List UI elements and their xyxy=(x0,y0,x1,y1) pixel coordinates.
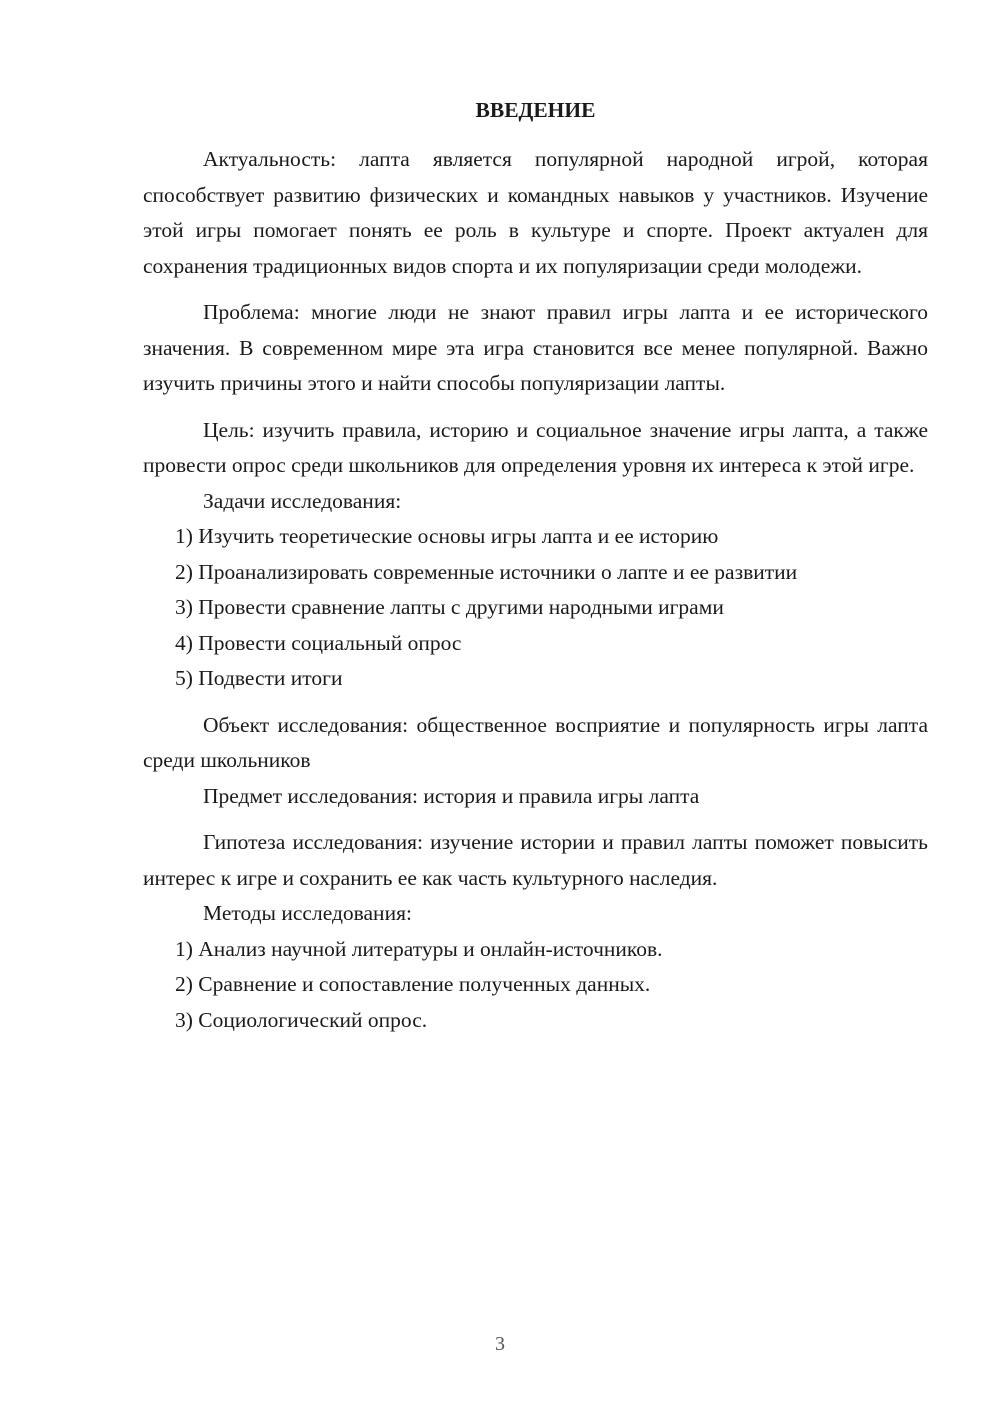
relevance-paragraph: Актуальность: лапта является популярной народной игрой, которая способствует развитию физических и командных навыков у участников. Изучение этой игры помогает понять ее роль в культуре и спорте. Проект актуален для сохранения традиционных видов спорта и их популяризации среди молодежи. xyxy=(143,147,928,278)
methods-heading: Методы исследования: xyxy=(203,901,412,925)
object-paragraph: Объект исследования: общественное восприятие и популярность игры лапта среди школьников xyxy=(143,712,928,772)
section-title: ВВЕДЕНИЕ xyxy=(475,98,596,122)
task-item: 5) Подвести итоги xyxy=(175,666,343,690)
problem-paragraph: Проблема: многие люди не знают правил игры лапта и ее исторического значения. В современном мире эта игра становится все менее популярной. Важно изучить причины этого и найти способы популяризации лапты. xyxy=(143,300,928,395)
task-item: 1) Изучить теоретические основы игры лапта и ее историю xyxy=(175,524,719,548)
hypothesis-paragraph: Гипотеза исследования: изучение истории и правил лапты поможет повысить интерес к игре и сохранить ее как часть культурного наследия. xyxy=(143,830,928,890)
subject-paragraph: Предмет исследования: история и правила игры лапта xyxy=(203,783,700,808)
document-page xyxy=(143,95,928,1038)
goal-paragraph: Цель: изучить правила, историю и социальное значение игры лапта, а также провести опрос среди школьников для определения уровня их интереса к этой игре. xyxy=(143,417,928,477)
task-item: 4) Провести социальный опрос xyxy=(175,630,462,655)
task-item: 2) Проанализировать современные источники о лапте и ее развитии xyxy=(175,559,798,584)
method-item: 3) Социологический опрос. xyxy=(175,1007,428,1032)
method-item: 1) Анализ научной литературы и онлайн-источников. xyxy=(175,936,663,961)
tasks-heading: Задачи исследования: xyxy=(203,488,402,513)
page-number: 3 xyxy=(495,1333,505,1355)
method-item: 2) Сравнение и сопоставление полученных данных. xyxy=(175,972,651,996)
task-item: 3) Провести сравнение лапты с другими народными играми xyxy=(175,595,724,619)
